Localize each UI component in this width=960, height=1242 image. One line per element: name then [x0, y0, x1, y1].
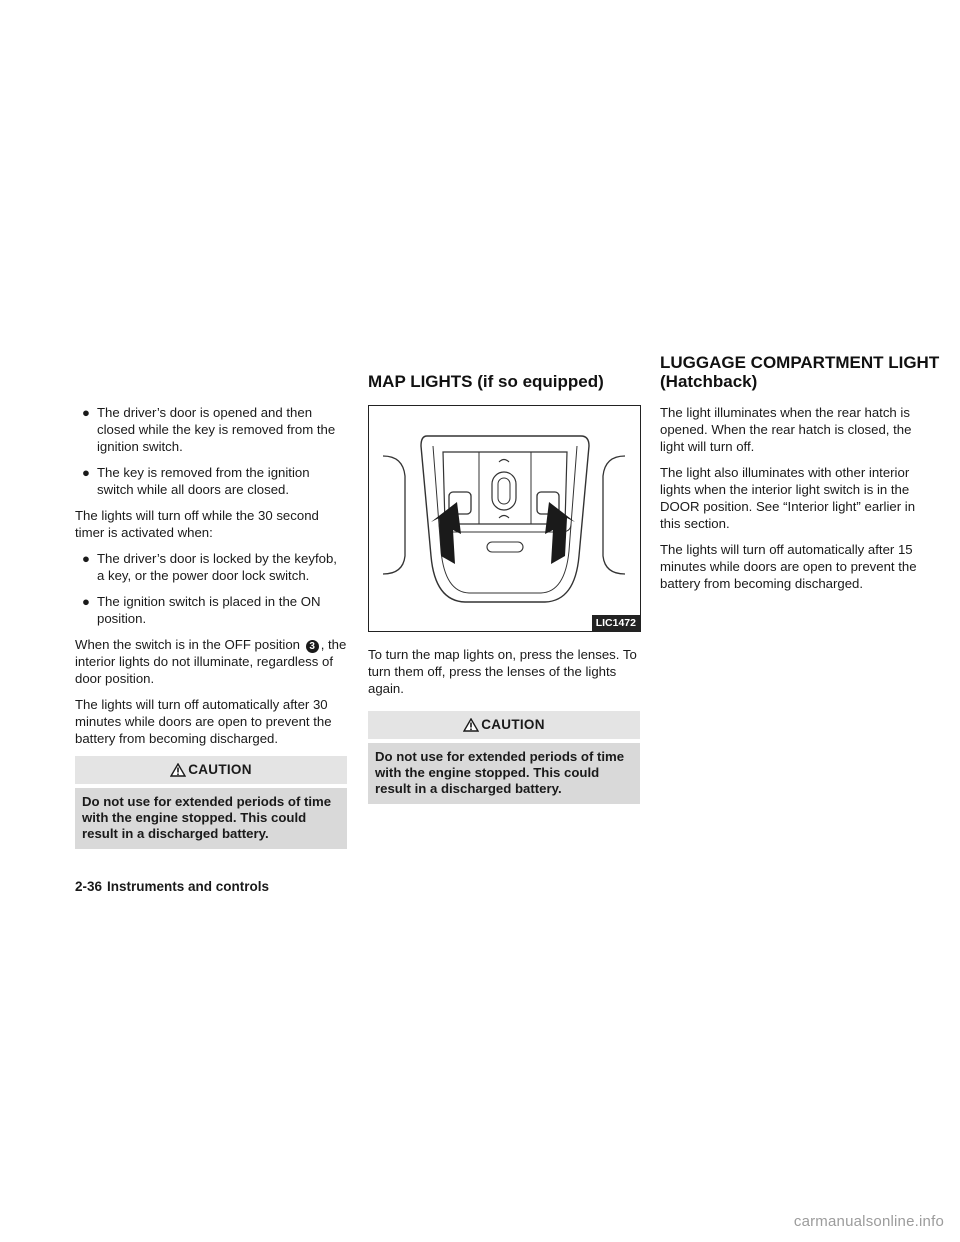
caution-heading: CAUTION — [368, 711, 640, 739]
luggage-light-title: LUGGAGE COMPARTMENT LIGHT (Hatchback) — [660, 353, 940, 391]
map-lights-illustration — [369, 406, 640, 631]
column-right — [660, 404, 932, 601]
callout-number-icon: 3 — [306, 640, 319, 653]
list-item: ● The key is removed from the ignition switch while all doors are closed. — [82, 465, 310, 497]
bullet-icon: ● — [82, 405, 90, 420]
warning-icon — [463, 718, 479, 732]
map-lights-title: MAP LIGHTS (if so equipped) — [368, 372, 604, 391]
auto-off-text: The lights will turn off automatically after 30 minutes while doors are open to prevent the battery from becoming discharged. — [75, 697, 332, 746]
page-footer — [75, 879, 269, 894]
map-lights-figure — [368, 405, 641, 632]
map-lights-text: To turn the map lights on, press the lenses. To turn them off, press the lenses of the lights again. — [368, 647, 637, 696]
list-item: ● The driver’s door is opened and then closed while the key is removed from the ignition switch. — [82, 405, 336, 454]
list-item: ● The driver’s door is locked by the keyfob, a key, or the power door lock switch. — [82, 551, 337, 583]
off-position-text: When the switch is in the OFF position 3 , the interior lights do not illuminate, regardless of door position. — [75, 637, 347, 686]
bullet-icon: ● — [82, 594, 90, 609]
caution-box — [75, 756, 347, 849]
caution-text: Do not use for extended periods of time with the engine stopped. This could result in a discharged battery. — [368, 743, 640, 804]
page-number: 2-36 — [75, 879, 103, 894]
caution-heading: CAUTION — [75, 756, 347, 784]
list-item: ● The ignition switch is placed in the ON position. — [82, 594, 321, 626]
caution-box — [368, 711, 640, 804]
column-left — [75, 404, 347, 849]
luggage-text: The light illuminates when the rear hatch is opened. When the rear hatch is closed, the light will turn off. — [660, 405, 912, 454]
figure-code: LIC1472 — [592, 615, 640, 631]
column-middle — [368, 646, 640, 804]
warning-icon — [170, 763, 186, 777]
timer-intro: The lights will turn off while the 30 second timer is activated when: — [75, 508, 319, 540]
bullet-icon: ● — [82, 551, 90, 566]
bullet-icon: ● — [82, 465, 90, 480]
luggage-text: The lights will turn off automatically after 15 minutes while doors are open to prevent the battery from becoming discharged. — [660, 542, 917, 591]
watermark: carmanualsonline.info — [793, 1213, 944, 1230]
caution-text: Do not use for extended periods of time with the engine stopped. This could result in a discharged battery. — [75, 788, 347, 849]
section-name: Instruments and controls — [107, 879, 270, 894]
luggage-text: The light also illuminates with other interior lights when the interior light switch is in the DOOR position. See “Interior light” earlier in this section. — [660, 465, 916, 531]
